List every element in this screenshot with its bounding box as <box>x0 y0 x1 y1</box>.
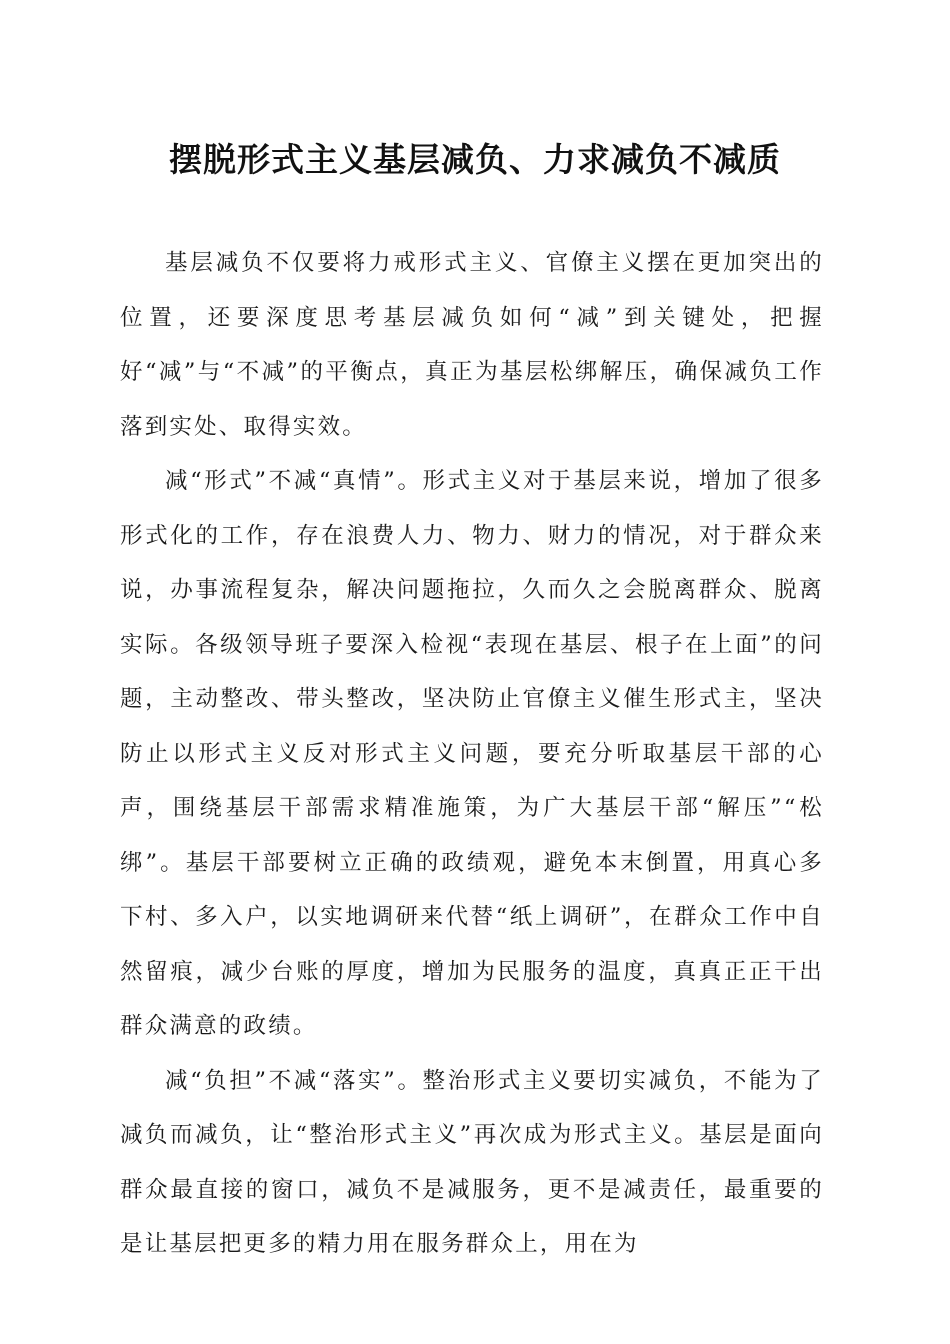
paragraph-intro: 基层减负不仅要将力戒形式主义、官僚主义摆在更加突出的位置，还要深度思考基层减负如何“减”到关键处，把握好“减”与“不减”的平衡点，真正为基层松绑解压，确保减负工作落到实处、取得实效。 <box>120 250 824 440</box>
document-body <box>120 236 824 1272</box>
paragraph-burden-vs-implementation: 减“负担”不减“落实”。整治形式主义要切实减负，不能为了减负而减负，让“整治形式主义”再次成为形式主义。基层是面向群众最直接的窗口，减负不是减服务，更不是减责任，最重要的是让基层把更多的精力用在服务群众上，用在为 <box>120 1067 824 1257</box>
paragraph-form-vs-sincerity: 减“形式”不减“真情”。形式主义对于基层来说，增加了很多形式化的工作，存在浪费人力、物力、财力的情况，对于群众来说，办事流程复杂，解决问题拖拉，久而久之会脱离群众、脱离实际。各级领导班子要深入检视“表现在基层、根子在上面”的问题，主动整改、带头整改，坚决防止官僚主义催生形式主，坚决防止以形式主义反对形式主义问题，要充分听取基层干部的心声，围绕基层干部需求精准施策，为广大基层干部“解压”“松绑”。基层干部要树立正确的政绩观，避免本末倒置，用真心多下村、多入户，以实地调研来代替“纸上调研”，在群众工作中自然留痕，减少台账的厚度，增加为民服务的温度，真真正正干出群众满意的政绩。 <box>120 468 824 1039</box>
document-title: 摆脱形式主义基层减负、力求减负不减质 <box>169 140 781 179</box>
